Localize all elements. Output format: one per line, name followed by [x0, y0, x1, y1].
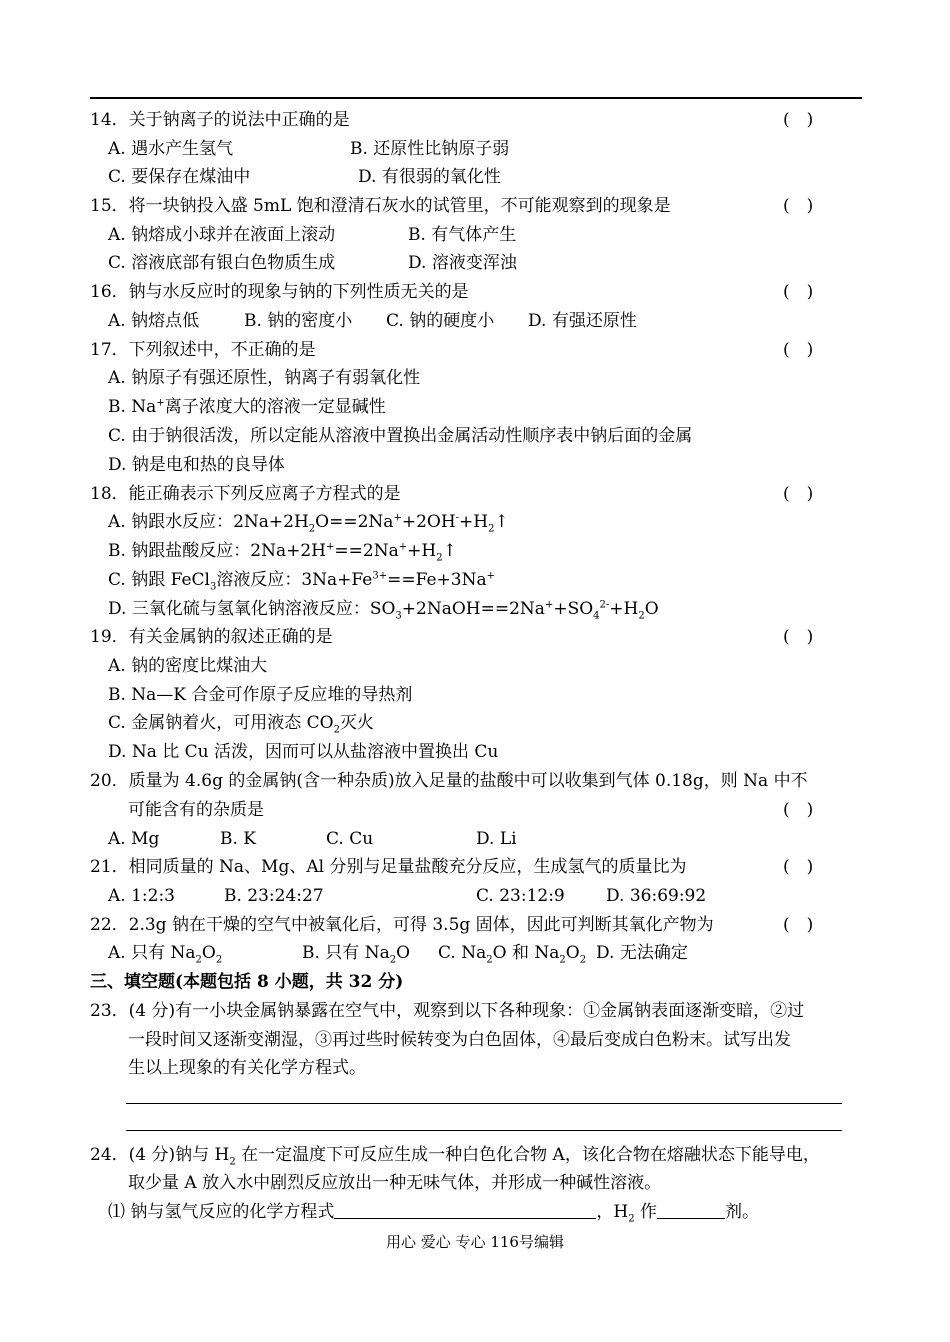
q18-stem: 18．能正确表示下列反应离子方程式的是 [90, 484, 401, 504]
q22-option-a: A. 只有 $Na_2O_2$ [108, 943, 223, 966]
q24-line-1: 24．(4 分)钠与 $H_2$ 在一定温度下可反应生成一种白色化合物 A，该化合物在熔融状态下能导电， [90, 1145, 820, 1168]
q17-option-c: C. 由于钠很活泼，所以定能从溶液中置换出金属活动性顺序表中钠后面的金属 [108, 426, 693, 446]
q19-stem: 19．有关金属钠的叙述正确的是 [90, 627, 333, 647]
q20-option-c: C. Cu [326, 829, 374, 849]
q22-stem: 22．2.3g 钠在干燥的空气中被氧化后，可得 3.5g 固体，因此可判断其氧化产物为 [90, 915, 714, 935]
q17-answer-paren: ( ) [783, 340, 814, 360]
q24-agent-blank[interactable] [657, 1202, 725, 1219]
q17-option-a: A. 钠原子有强还原性，钠离子有弱氧化性 [108, 368, 421, 388]
q21-option-d: D. 36:69:92 [606, 886, 707, 906]
q17-stem: 17．下列叙述中，不正确的是 [90, 340, 316, 360]
q19-option-a: A. 钠的密度比煤油大 [108, 656, 268, 676]
q17-option-b: B. Na+离子浓度大的溶液一定显碱性 [108, 397, 386, 417]
q19-option-c: C. 金属钠着火，可用液态 $CO_2$灭火 [108, 713, 374, 736]
q14-option-d: D. 有很弱的氧化性 [358, 167, 501, 187]
q14-stem: 14．关于钠离子的说法中正确的是 [90, 110, 350, 130]
q15-option-d: D. 溶液变浑浊 [408, 253, 517, 273]
q18-option-d: D. 三氧化硫与氢氧化钠溶液反应：$SO_3+2NaOH==2Na^++SO_4^{2-}+H_2O$ [108, 599, 659, 622]
q16-option-c: C. 钠的硬度小 [386, 311, 495, 331]
section-3-heading: 三、填空题(本题包括 8 小题，共 32 分) [90, 972, 404, 992]
q18-answer-paren: ( ) [783, 484, 814, 504]
q20-stem-cont: 可能含有的杂质是 [128, 800, 264, 820]
q24-equation-blank[interactable] [334, 1202, 596, 1219]
header-rule [90, 97, 862, 99]
q19-option-b: B. Na—K 合金可作原子反应堆的导热剂 [108, 685, 413, 705]
q14-option-b: B. 还原性比钠原子弱 [350, 139, 510, 159]
q14-option-a: A. 遇水产生氢气 [108, 139, 234, 159]
q21-option-c: C. 23:12:9 [476, 886, 565, 906]
q15-option-b: B. 有气体产生 [408, 225, 517, 245]
q20-option-b: B. K [220, 829, 257, 849]
q16-option-a: A. 钠熔点低 [108, 311, 200, 331]
q18-option-a: A. 钠跟水反应：$2Na+2H_2O==2Na^++2OH^-+H_2↑$ [108, 512, 509, 535]
q24-line-2: 取少量 A 放入水中剧烈反应放出一种无味气体，并形成一种碱性溶液。 [128, 1173, 662, 1193]
q14-answer-paren: ( ) [783, 110, 814, 130]
q17-option-d: D. 钠是电和热的良导体 [108, 455, 285, 475]
q23-line-2: 一段时间又逐渐变潮湿，③再过些时候转变为白色固体，④最后变成白色粉末。试写出发 [128, 1030, 791, 1050]
q15-answer-paren: ( ) [783, 196, 814, 216]
q20-option-a: A. Mg [108, 829, 160, 849]
q22-answer-paren: ( ) [783, 915, 814, 935]
q23-line-1: 23．(4 分)有一小块金属钠暴露在空气中，观察到以下各种现象：①金属钠表面逐渐变暗，②过 [90, 1001, 805, 1021]
q15-option-c: C. 溶液底部有银白色物质生成 [108, 253, 336, 273]
q14-option-c: C. 要保存在煤油中 [108, 167, 251, 187]
q15-stem: 15．将一块钠投入盛 5mL 饱和澄清石灰水的试管里，不可能观察到的现象是 [90, 196, 671, 216]
q18-option-b: B. 钠跟盐酸反应：$2Na+2H^+==2Na^++H_2↑$ [108, 541, 457, 564]
q16-stem: 16．钠与水反应时的现象与钠的下列性质无关的是 [90, 282, 469, 302]
q16-answer-paren: ( ) [783, 282, 814, 302]
q22-option-d: D. 无法确定 [596, 943, 688, 963]
q19-answer-paren: ( ) [783, 627, 814, 647]
page-footer: 用心 爱心 专心 116号编辑 [386, 1233, 564, 1251]
q23-answer-line-2[interactable] [126, 1130, 842, 1131]
q20-option-d: D. Li [476, 829, 517, 849]
q22-option-b: B. 只有 $Na_2O$ [302, 943, 411, 966]
q16-option-d: D. 有强还原性 [528, 311, 637, 331]
q21-option-b: B. 23:24:27 [224, 886, 324, 906]
q21-answer-paren: ( ) [783, 857, 814, 877]
q15-option-a: A. 钠熔成小球并在液面上滚动 [108, 225, 336, 245]
q18-option-c: C. 钠跟 FeCl$_3$溶液反应：$3Na+Fe^{3+}==Fe+3Na^+$ [108, 570, 495, 593]
q21-option-a: A. 1:2:3 [108, 886, 175, 906]
q16-option-b: B. 钠的密度小 [244, 311, 353, 331]
q19-option-d: D. Na 比 Cu 活泼，因而可以从盐溶液中置换出 Cu [108, 742, 499, 762]
q24-subquestion-1: ⑴ 钠与氢气反应的化学方程式 ，$H_2$ 作 剂。 [108, 1202, 760, 1225]
q21-stem: 21．相同质量的 Na、Mg、Al 分别与足量盐酸充分反应，生成氢气的质量比为 [90, 857, 687, 877]
q20-stem: 20．质量为 4.6g 的金属钠(含一种杂质)放入足量的盐酸中可以收集到气体 0.18g，则 Na 中不 [90, 771, 808, 791]
q22-option-c: C. $Na_2O$ 和 $Na_2O_2$ [438, 943, 587, 966]
q23-answer-line-1[interactable] [126, 1103, 842, 1104]
q20-answer-paren: ( ) [783, 800, 814, 820]
q23-line-3: 生以上现象的有关化学方程式。 [128, 1058, 366, 1078]
